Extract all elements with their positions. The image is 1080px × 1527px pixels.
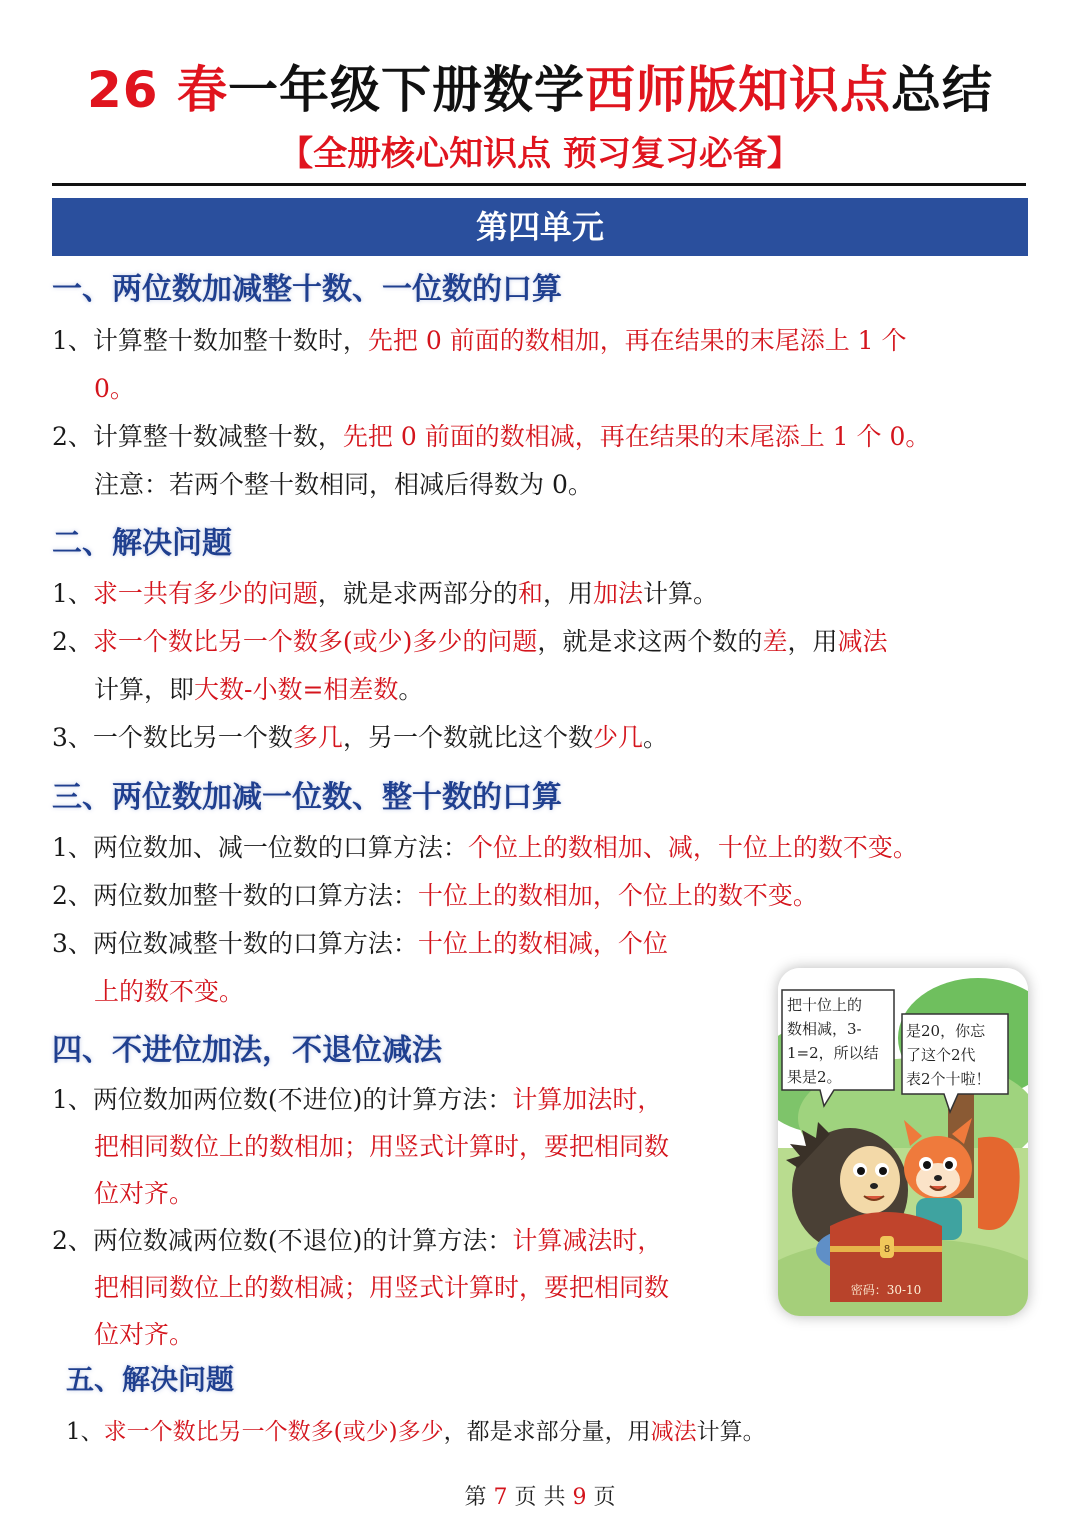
s2-i2-h1: 求一个数比另一个数多(或少)多少的问题 (92, 627, 538, 656)
treasure-chest (830, 1212, 942, 1302)
section-5-heading: 五、解决问题 (66, 1363, 235, 1396)
s5-i1-h1: 求一个数比另一个数多(或少)多少 (103, 1419, 444, 1445)
s2-item-1 (52, 577, 718, 611)
s2-i3-h1: 多几 (292, 723, 343, 752)
speech-bubble-left (782, 990, 894, 1106)
s2-i2-h3: 减法 (837, 627, 888, 656)
s1-i2-text: 2、计算整十数减整十数， (52, 422, 343, 451)
s2-i2-t4: 。 (398, 675, 424, 704)
s2-i2-h4: 大数-小数=相差数 (194, 675, 399, 704)
s5-item-1 (66, 1415, 766, 1449)
s4-i2-text: 2、两位数减两位数(不退位)的计算方法： (52, 1226, 513, 1255)
s4-item-2-line-2: 把相同数位上的数相减；用竖式计算时，要把相同数 (94, 1273, 670, 1302)
s4-item-1-line-1 (52, 1083, 662, 1117)
section-2-heading: 二、解决问题 (52, 526, 232, 561)
s5-i1-t2: 计算。 (696, 1419, 766, 1445)
chest-code-label: 密码：30-10 (850, 1283, 922, 1297)
s2-i2-t1: ，就是求这两个数的 (537, 627, 763, 656)
s4-item-2-line-1 (52, 1224, 662, 1258)
cartoon-scene (778, 968, 1028, 1316)
s2-i1-num: 1、 (52, 579, 93, 608)
s4-item-2-line-3: 位对齐。 (94, 1320, 195, 1349)
s1-i1-text: 1、计算整十数加整十数时， (52, 326, 368, 355)
s2-item-2-line-2 (94, 673, 423, 707)
page-title (0, 58, 1080, 122)
s3-i2-highlight: 十位上的数相加，个位上的数不变。 (417, 881, 818, 910)
s2-i1-t2: ，用 (542, 579, 593, 608)
s2-item-3 (52, 721, 668, 755)
s4-i1-highlight: 计算加法时， (512, 1085, 663, 1114)
s3-item-2 (52, 879, 818, 913)
s2-i2-h2: 差 (762, 627, 788, 656)
section-1-heading: 一、两位数加减整十数、一位数的口算 (52, 272, 562, 307)
s1-item-2-note: 注意：若两个整十数相同，相减后得数为 0。 (94, 470, 593, 499)
chest-lock-digit: 8 (883, 1244, 891, 1255)
s3-i2-text: 2、两位数加整十数的口算方法： (52, 881, 418, 910)
s1-i2-highlight: 先把 0 前面的数相减，再在结果的末尾添上 1 个 0。 (342, 422, 931, 451)
title-divider (52, 183, 1026, 186)
section-4-heading: 四、不进位加法，不退位减法 (52, 1033, 442, 1068)
s2-i3-t2: ，另一个数就比这个数 (342, 723, 593, 752)
s1-i1-highlight: 先把 0 前面的数相加，再在结果的末尾添上 1 个 (367, 326, 907, 355)
current-page-number: 7 (493, 1485, 508, 1510)
s2-i2-t3: 计算，即 (94, 675, 195, 704)
s4-i1-text: 1、两位数加两位数(不进位)的计算方法： (52, 1085, 513, 1114)
s2-i1-h3: 加法 (592, 579, 643, 608)
s5-i1-num: 1、 (66, 1419, 104, 1445)
bubble-right-line-3: 表2个十啦！ (906, 1070, 991, 1088)
s2-i3-t1: 3、一个数比另一个数 (52, 723, 293, 752)
total-page-number: 9 (572, 1485, 587, 1510)
s2-i1-h2: 和 (517, 579, 543, 608)
s1-item-2-line-1 (52, 420, 930, 454)
s3-i3-text: 3、两位数减整十数的口算方法： (52, 929, 418, 958)
s2-item-2-line-1 (52, 625, 887, 659)
s3-item-3-line-2: 上的数不变。 (94, 977, 245, 1006)
s5-i1-h2: 减法 (650, 1419, 697, 1445)
bubble-left-line-2: 数相减，3- (787, 1020, 862, 1038)
title-part-1: 26 春 (87, 61, 228, 119)
s3-item-3-line-1 (52, 927, 668, 961)
s2-i3-h2: 少几 (592, 723, 643, 752)
s4-item-1-line-2: 把相同数位上的数相加；用竖式计算时，要把相同数 (94, 1132, 670, 1161)
footer-suffix: 页 (593, 1485, 616, 1510)
s4-i2-highlight: 计算减法时， (512, 1226, 663, 1255)
s3-i3-highlight: 十位上的数相减，个位 (417, 929, 668, 958)
bubble-left-line-3: 1=2，所以结 (787, 1044, 879, 1062)
s1-item-1-line-2: 0。 (94, 374, 135, 403)
s5-i1-t1: ，都是求部分量，用 (443, 1419, 651, 1445)
s2-i2-num: 2、 (52, 627, 93, 656)
title-part-2: 一年级下册数学 (228, 61, 585, 119)
s2-i3-t3: 。 (642, 723, 668, 752)
page-subtitle: 【全册核心知识点 预习复习必备】 (279, 134, 801, 174)
s4-item-1-line-3: 位对齐。 (94, 1179, 195, 1208)
s3-item-1 (52, 831, 918, 865)
footer-middle: 页 共 (514, 1485, 566, 1510)
title-part-4: 总结 (891, 61, 993, 119)
title-part-3: 西师版知识点 (585, 61, 891, 119)
s3-i1-text: 1、两位数加、减一位数的口算方法： (52, 833, 468, 862)
section-3-heading: 三、两位数加减一位数、整十数的口算 (52, 780, 562, 815)
s2-i1-t1: ，就是求两部分的 (317, 579, 518, 608)
page-footer (0, 1480, 1080, 1511)
footer-prefix: 第 (464, 1485, 487, 1510)
bubble-right-line-2: 了这个2代 (906, 1046, 976, 1064)
s2-i1-t3: 计算。 (642, 579, 718, 608)
s3-i1-highlight: 个位上的数相加、减，十位上的数不变。 (467, 833, 918, 862)
s2-i1-h1: 求一共有多少的问题 (92, 579, 318, 608)
bubble-left-line-1: 把十位上的 (787, 996, 863, 1014)
s1-item-1-line-1 (52, 324, 907, 358)
cartoon-illustration (778, 968, 1028, 1316)
bubble-left-line-4: 果是2。 (787, 1068, 842, 1086)
unit-banner: 第四单元 (52, 198, 1028, 256)
bubble-right-line-1: 是20，你忘 (906, 1022, 986, 1040)
s2-i2-t2: ，用 (787, 627, 838, 656)
